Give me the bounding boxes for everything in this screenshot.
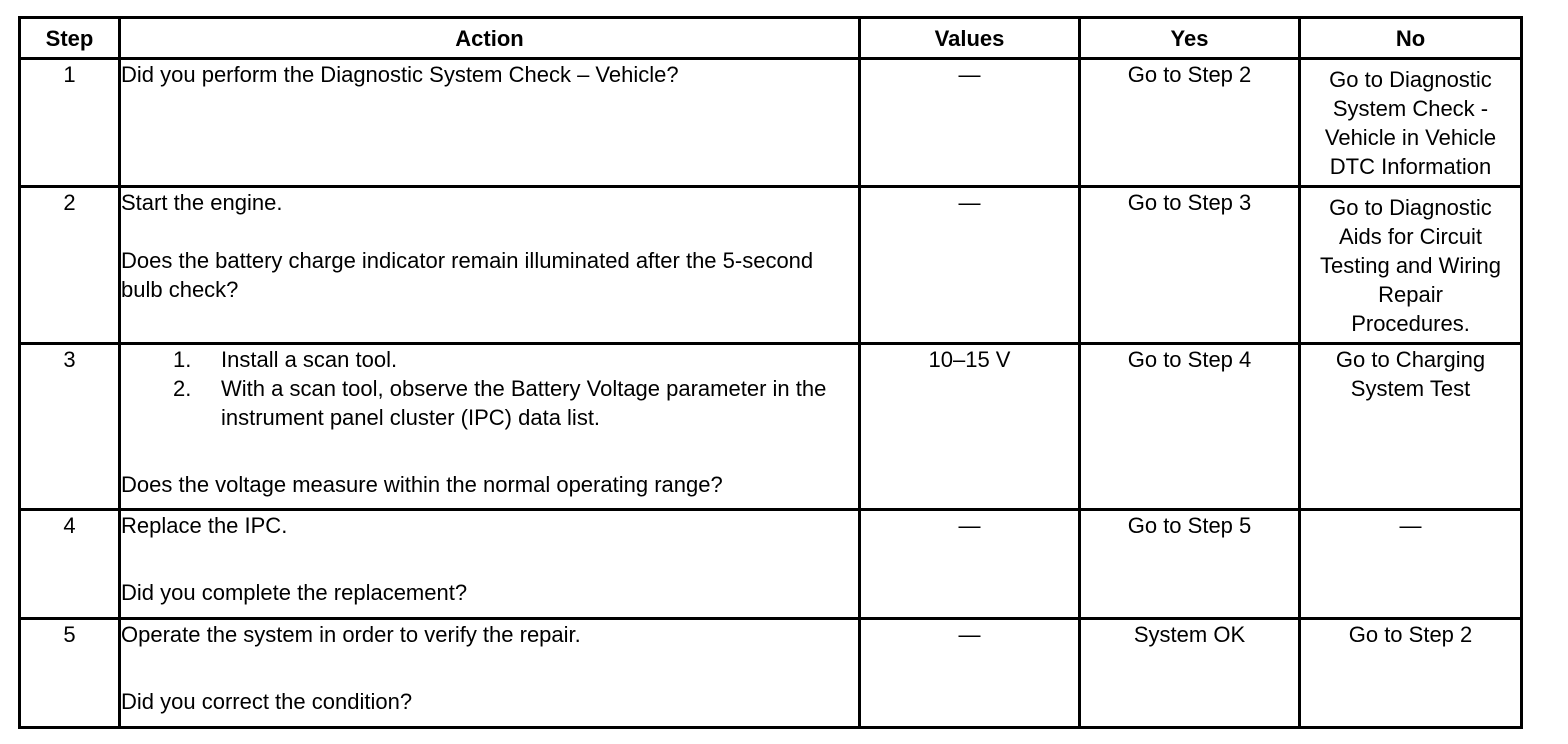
table-row — [20, 59, 1522, 187]
substep-number: 1. — [173, 347, 192, 372]
action-cell — [120, 510, 860, 619]
no-cell: — — [1300, 510, 1522, 619]
action-question: Did you correct the condition? — [121, 689, 413, 714]
yes-cell: Go to Step 5 — [1080, 510, 1300, 619]
values-cell: — — [860, 59, 1080, 187]
action-text: Did you perform the Diagnostic System Check – Vehicle? — [121, 62, 679, 87]
step-number: 4 — [20, 510, 120, 619]
header-action: Action — [120, 18, 860, 59]
header-values: Values — [860, 18, 1080, 59]
no-cell: Go to Diagnostic Aids for Circuit Testing and Wiring Repair Procedures. — [1300, 187, 1522, 344]
table-row — [20, 187, 1522, 344]
substep-text: Install a scan tool. — [221, 347, 398, 372]
no-cell: Go to Step 2 — [1300, 619, 1522, 728]
action-cell — [120, 344, 860, 510]
action-text: Operate the system in order to verify the repair. — [121, 622, 581, 647]
step-number: 3 — [20, 344, 120, 510]
action-cell — [120, 619, 860, 728]
header-row — [20, 18, 1522, 59]
substep-text: With a scan tool, observe the Battery Voltage parameter in the instrument panel cluster (IPC) data list. — [221, 376, 827, 430]
list-item — [173, 345, 858, 374]
header-no: No — [1300, 18, 1522, 59]
action-text: Start the engine. — [121, 190, 283, 215]
action-question: Does the battery charge indicator remain illuminated after the 5-second bulb check? — [121, 248, 814, 302]
table-row — [20, 619, 1522, 728]
values-cell: — — [860, 619, 1080, 728]
values-cell: — — [860, 187, 1080, 344]
yes-cell: Go to Step 4 — [1080, 344, 1300, 510]
values-cell: 10–15 V — [860, 344, 1080, 510]
action-question: Does the voltage measure within the normal operating range? — [121, 472, 723, 497]
no-cell: Go to Charging System Test — [1300, 344, 1522, 510]
table-row — [20, 344, 1522, 510]
step-number: 1 — [20, 59, 120, 187]
yes-cell: Go to Step 3 — [1080, 187, 1300, 344]
step-number: 2 — [20, 187, 120, 344]
action-cell — [120, 59, 860, 187]
substep-number: 2. — [173, 376, 192, 401]
table-row — [20, 510, 1522, 619]
diagnostic-table — [18, 16, 1523, 729]
action-cell — [120, 187, 860, 344]
substep-list — [121, 345, 858, 432]
no-cell: Go to Diagnostic System Check - Vehicle in Vehicle DTC Information — [1300, 59, 1522, 187]
yes-cell: System OK — [1080, 619, 1300, 728]
step-number: 5 — [20, 619, 120, 728]
action-text: Replace the IPC. — [121, 513, 288, 538]
header-step: Step — [20, 18, 120, 59]
values-cell: — — [860, 510, 1080, 619]
list-item — [173, 374, 858, 432]
header-yes: Yes — [1080, 18, 1300, 59]
action-question: Did you complete the replacement? — [121, 580, 468, 605]
yes-cell: Go to Step 2 — [1080, 59, 1300, 187]
